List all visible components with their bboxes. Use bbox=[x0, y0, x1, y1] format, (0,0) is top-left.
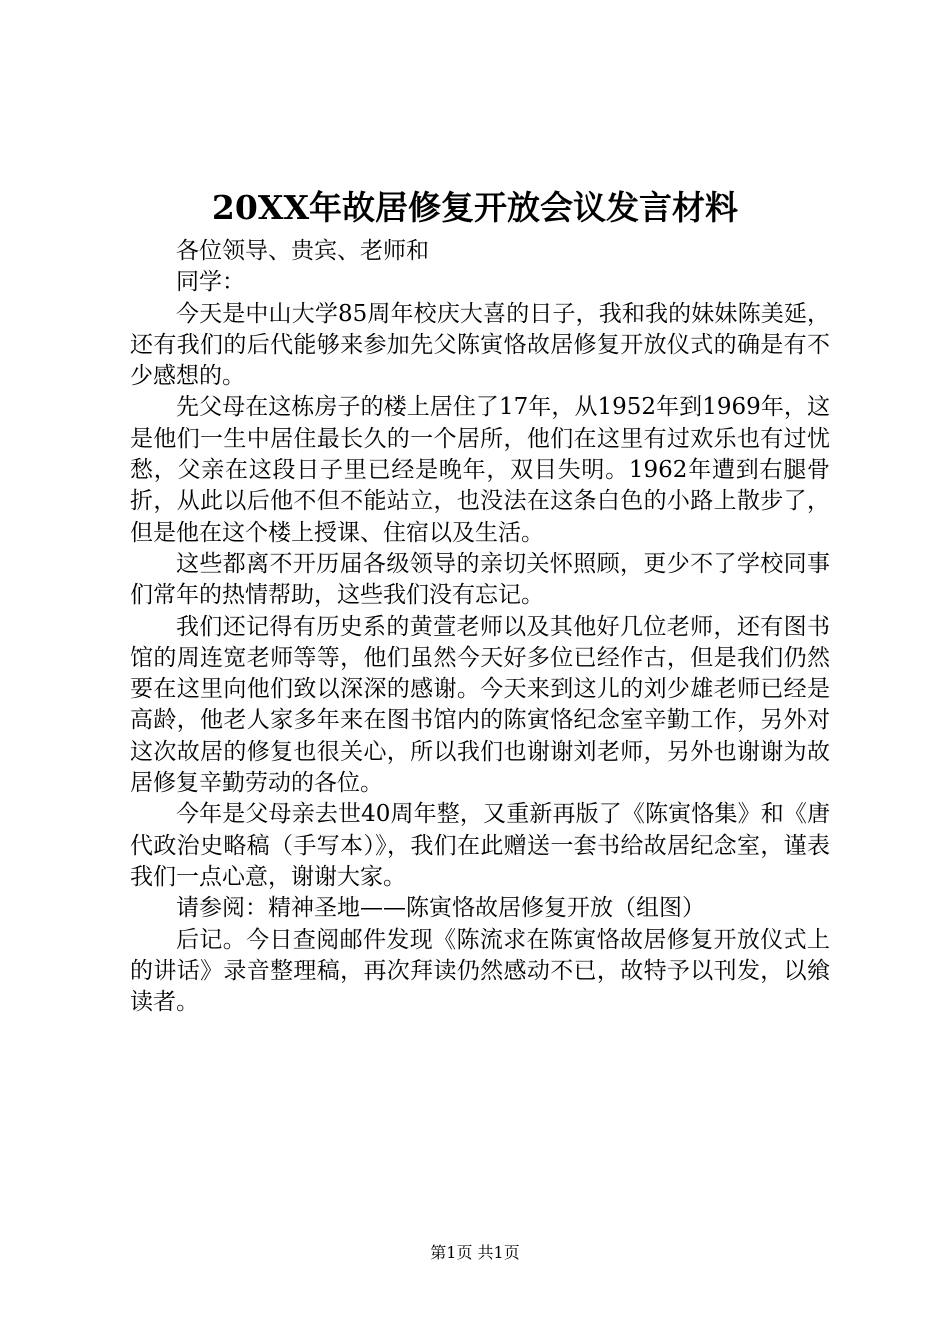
reference-line: 请参阅：精神圣地——陈寅恪故居修复开放（组图） bbox=[176, 895, 705, 922]
paragraph: 先父母在这栋房子的楼上居住了17年，从1952年到1969年，这是他们一生中居住最长久的一个居所，他们在这里有过欢乐也有过忧愁，父亲在这段日子里已经是晚年，双目失明。1962年遭到右腿骨折，从此以后他不但不能站立，也没法在这条白色的小路上散步了，但是他在这个楼上授课、住宿以及生活。 bbox=[130, 394, 830, 546]
paragraph: 今年是父母亲去世40周年整，又重新再版了《陈寅恪集》和《唐代政治史略稿（手写本）》，我们在此赠送一套书给故居纪念室，谨表我们一点心意，谢谢大家。 bbox=[130, 801, 830, 890]
page-footer: 第1页 共1页 bbox=[430, 1243, 520, 1262]
document-title: 20XX年故居修复开放会议发言材料 bbox=[211, 188, 739, 227]
document-body bbox=[130, 236, 830, 1018]
paragraph: 我们还记得有历史系的黄萱老师以及其他好几位老师，还有图书馆的周连宽老师等等，他们虽然今天好多位已经作古，但是我们仍然要在这里向他们致以深深的感谢。今天来到这儿的刘少雄老师已经是高龄，他老人家多年来在图书馆内的陈寅恪纪念室辛勤工作，另外对这次故居的修复也很关心，所以我们也谢谢刘老师，另外也谢谢为故居修复辛勤劳动的各位。 bbox=[130, 613, 830, 797]
paragraph: 今天是中山大学85周年校庆大喜的日子，我和我的妹妹陈美延，还有我们的后代能够来参加先父陈寅恪故居修复开放仪式的确是有不少感想的。 bbox=[130, 300, 830, 390]
postscript-paragraph: 后记。今日查阅邮件发现《陈流求在陈寅恪故居修复开放仪式上的讲话》录音整理稿，再次拜读仍然感动不已，故特予以刊发，以飨读者。 bbox=[130, 926, 830, 1016]
salutation-line-1: 各位领导、贵宾、老师和 bbox=[176, 238, 429, 264]
salutation-line-2: 同学： bbox=[176, 269, 245, 296]
paragraph: 这些都离不开历届各级领导的亲切关怀照顾，更少不了学校同事们常年的热情帮助，这些我们没有忘记。 bbox=[130, 550, 830, 609]
